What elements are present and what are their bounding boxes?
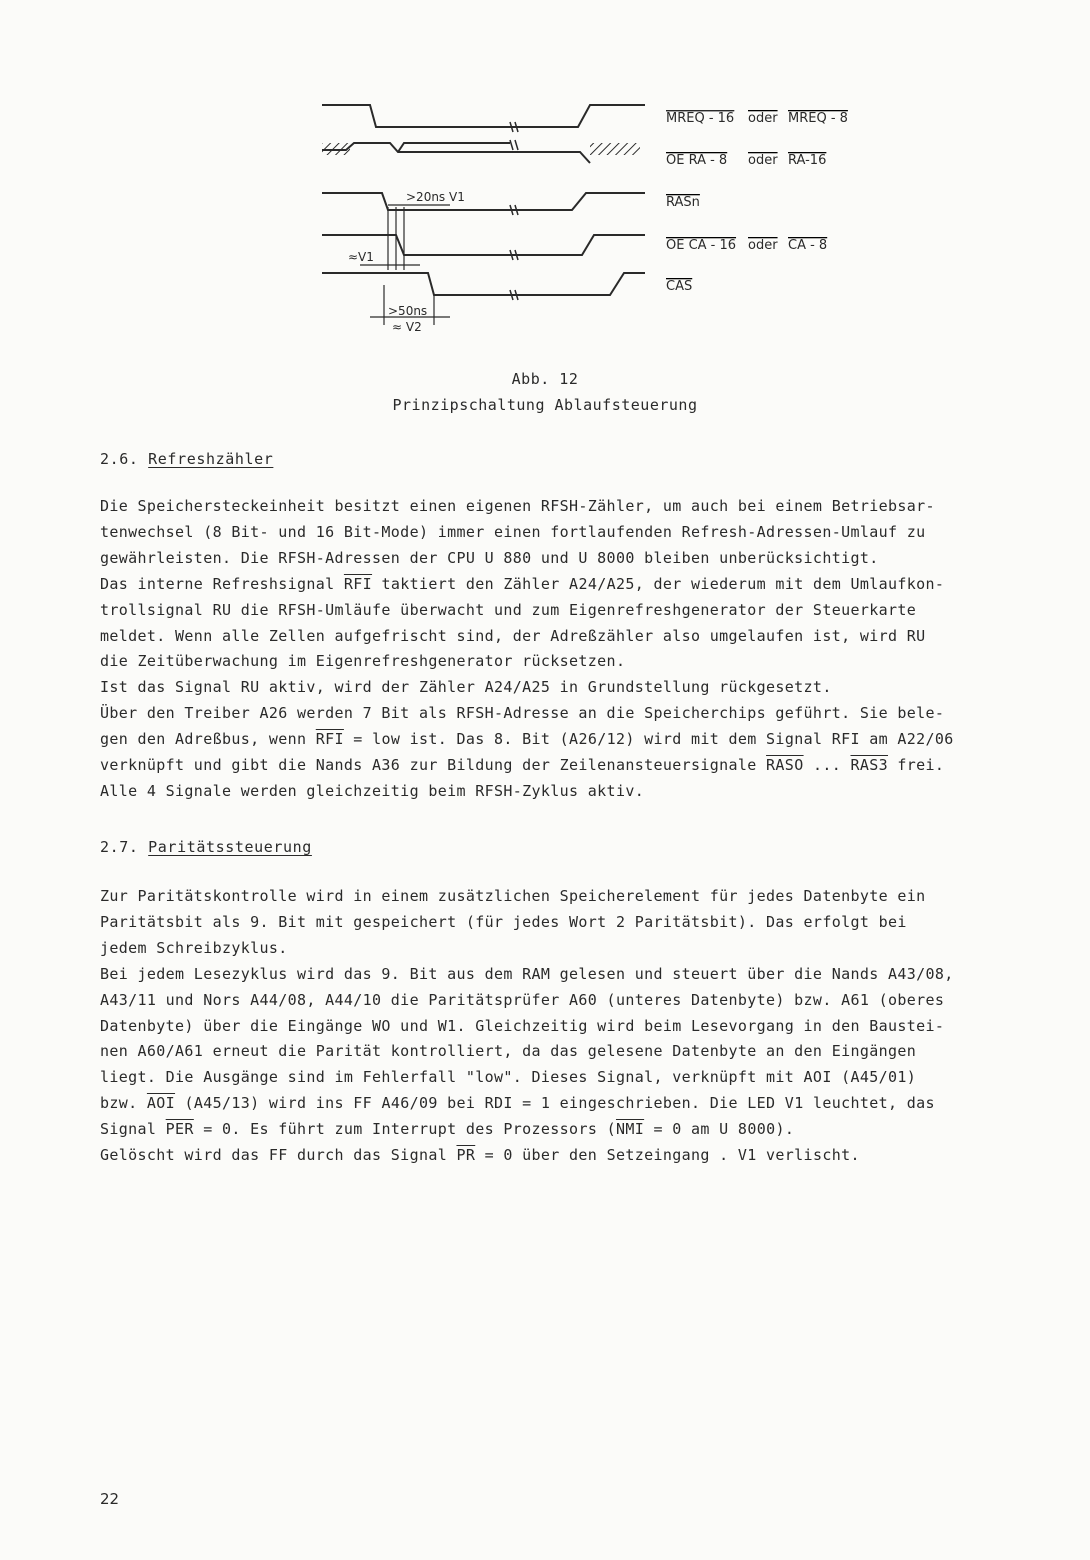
signal-name-overline: $\overline{PER}$ xyxy=(165,1120,194,1139)
signal-label-ca8: CA - 8 xyxy=(788,238,828,253)
timing-label-t4: ≈ V2 xyxy=(392,320,422,334)
text-line: meldet. Wenn alle Zellen aufgefrischt sind, der Adreßzähler also umgelaufen ist, wird RU xyxy=(100,626,926,645)
mreq-waveform xyxy=(322,105,645,127)
signal-label-oera8: OE RA - 8 xyxy=(666,153,728,168)
section-title: Refreshzähler xyxy=(148,450,274,468)
timing-label-t3: >50ns xyxy=(388,304,428,318)
text-line: Das interne Refreshsignal $\overline{RFI}$ taktiert den Zähler A24/A25, der wiederum mit dem Umlaufkon- xyxy=(100,574,945,593)
text-line: Die Speichersteckeinheit besitzt einen eigenen RFSH-Zähler, um auch bei einem Betriebsar- xyxy=(100,497,935,515)
page-number: 22 xyxy=(100,1490,120,1508)
text-line: Datenbyte) über die Eingänge WO und W1. Gleichzeitig wird beim Lesevorgang in den Baustei- xyxy=(100,1016,945,1035)
section-heading-2-6 xyxy=(100,450,273,468)
signal-label-mreq8: MREQ - 8 xyxy=(788,111,848,126)
signal-joiner: oder xyxy=(748,111,778,126)
text-line: trollsignal RU die RFSH-Umläufe überwacht und zum Eigenrefreshgenerator der Steuerkarte xyxy=(100,600,917,619)
text-line: Bei jedem Lesezyklus wird das 9. Bit aus dem RAM gelesen und steuert über die Nands A43/08, xyxy=(100,964,954,983)
signal-label-cas: CAS xyxy=(666,279,693,294)
text-line: gen den Adreßbus, wenn $\overline{RFI}$ = low ist. Das 8. Bit (A26/12) wird mit dem Signal RFI am A22/06 xyxy=(100,730,954,749)
text-line: Zur Paritätskontrolle wird in einem zusätzlichen Speicherelement für jedes Datenbyte ein xyxy=(100,887,926,905)
rasn-waveform xyxy=(322,193,645,210)
figure-caption: Prinzipschaltung Ablaufsteuerung xyxy=(392,396,698,414)
text-line: Über den Treiber A26 werden 7 Bit als RFSH-Adresse an die Speicherchips geführt. Sie bele- xyxy=(100,704,945,723)
section-number: 2.7. xyxy=(100,838,139,856)
text-line: Paritätsbit als 9. Bit mit gespeichert (für jedes Wort 2 Paritätsbit). Das erfolgt bei xyxy=(100,912,907,931)
text-line: verknüpft und gibt die Nands A36 zur Bildung der Zeilenansteuersignale RASO ... RAS3 frei. xyxy=(100,756,945,775)
signal-label-oeca16: OE CA - 16 xyxy=(666,238,737,253)
text-line: die Zeitüberwachung im Eigenrefreshgenerator rücksetzen. xyxy=(100,652,626,671)
signal-joiner: oder xyxy=(748,238,778,253)
signal-name-overline: $\overline{RFI}$ xyxy=(343,574,373,593)
timing-label-t2: ≈V1 xyxy=(348,250,374,264)
signal-name-overline: RASO xyxy=(766,756,804,775)
text-line: bzw. $\overline{AOI}$ (A45/13) wird ins FF A46/09 bei RDI = 1 eingeschrieben. Die LED V1 leuchtet, das xyxy=(100,1094,935,1113)
oera-waveform xyxy=(322,143,590,163)
text-line: nen A60/A61 erneut die Parität kontrolliert, da das gelesene Datenbyte an den Eingängen xyxy=(100,1042,917,1061)
text-line: jedem Schreibzyklus. xyxy=(100,938,288,957)
section-2-6-body xyxy=(100,494,1060,805)
text-line: Gelöscht wird das FF durch das Signal $\overline{PR} = 0$ über den Setzeingang . V1 verlischt. xyxy=(100,1146,860,1165)
text-line: Alle 4 Signale werden gleichzeitig beim RFSH-Zyklus aktiv. xyxy=(100,781,645,800)
figure-number: Abb. 12 xyxy=(511,370,579,388)
signal-label-ra16: RA-16 xyxy=(788,153,827,168)
signal-name-overline: $\overline{NMI}$ xyxy=(615,1120,645,1139)
text-line: Signal $\overline{PER} = 0$. Es führt zum Interrupt des Prozessors ($\overline{NMI} = 0$ am U 8000). xyxy=(100,1120,795,1139)
timing-diagram xyxy=(310,95,870,345)
signal-label-rasn: RASn xyxy=(666,195,700,210)
signal-name-overline: $\overline{RFI}$ xyxy=(315,730,344,749)
text-line: liegt. Die Ausgänge sind im Fehlerfall "low". Dieses Signal, verknüpft mit AOI (A45/01) xyxy=(100,1068,917,1087)
text-line: tenwechsel (8 Bit- und 16 Bit-Mode) immer einen fortlaufenden Refresh-Adressen-Umlauf zu xyxy=(100,522,926,541)
text-line: A43/11 und Nors A44/08, A44/10 die Paritätsprüfer A60 (unteres Datenbyte) bzw. A61 (oberes xyxy=(100,990,945,1009)
signal-name-overline: $\overline{PR}$ xyxy=(456,1146,476,1165)
text-line: gewährleisten. Die RFSH-Adressen der CPU U 880 und U 8000 bleiben unberücksichtigt. xyxy=(100,548,879,567)
timing-label-t1: >20ns V1 xyxy=(406,190,465,204)
section-2-7-body xyxy=(100,884,1060,1169)
text-line: Ist das Signal RU aktiv, wird der Zähler A24/A25 in Grundstellung rückgesetzt. xyxy=(100,678,832,697)
signal-name-overline: $\overline{AOI}$ xyxy=(146,1094,176,1113)
section-title: Paritätssteuerung xyxy=(148,838,312,856)
signal-name-overline: RAS3 xyxy=(850,756,889,775)
section-heading-2-7 xyxy=(100,838,312,856)
cas-waveform xyxy=(322,273,645,295)
signal-label-mreq16: MREQ - 16 xyxy=(666,111,735,126)
signal-joiner: oder xyxy=(748,153,778,168)
section-number: 2.6. xyxy=(100,450,139,468)
